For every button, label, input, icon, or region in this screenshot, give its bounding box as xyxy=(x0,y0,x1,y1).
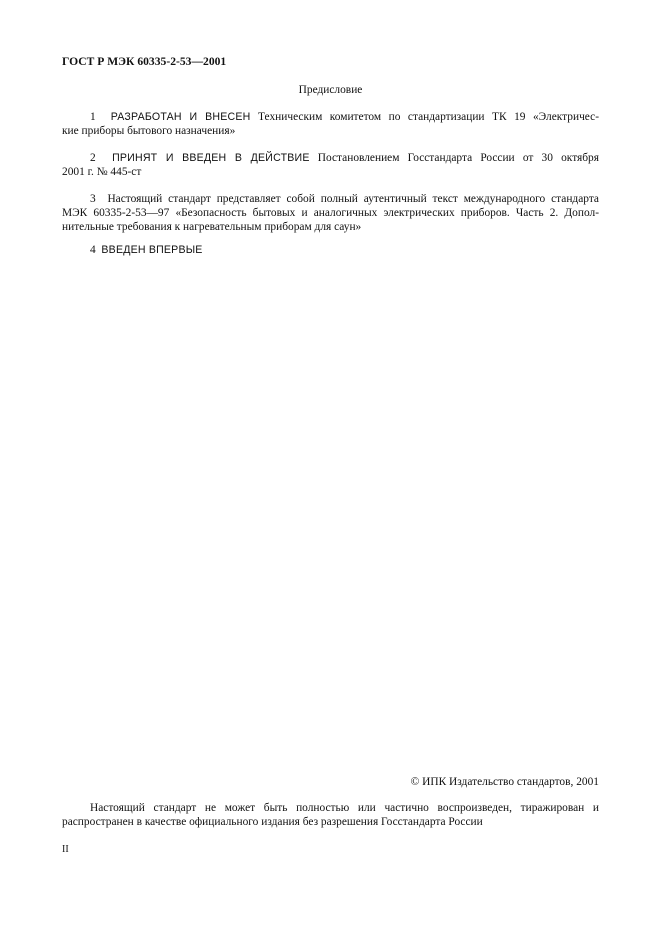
paragraph-3-line-2: МЭК 60335-2-53—97 «Безопасность бытовых и аналогичных электрических приборов. Часть 2. Допол- xyxy=(62,207,599,219)
paragraph-4 xyxy=(90,243,203,257)
paragraph-caps: ВВЕДЕН ВПЕРВЫЕ xyxy=(101,244,203,256)
paragraph-1-line-2: кие приборы бытового назначения» xyxy=(62,125,236,137)
paragraph-3-line-3: нительные требования к нагревательным приборам для саун» xyxy=(62,221,362,233)
paragraph-number: 3 xyxy=(90,193,96,205)
paragraph-caps: РАЗРАБОТАН И ВНЕСЕН xyxy=(110,111,251,123)
paragraph-text: Настоящий стандарт представляет собой полный аутентичный текст международного стандарта xyxy=(107,193,599,205)
paragraph-number: 2 xyxy=(90,152,96,164)
paragraph-number: 4 xyxy=(90,244,96,256)
preface-heading: Предисловие xyxy=(298,84,363,96)
notice-line-2: распространен в качестве официального издания без разрешения Госстандарта России xyxy=(62,816,483,828)
paragraph-2-line-1 xyxy=(90,151,599,165)
paragraph-2-line-2: 2001 г. № 445-ст xyxy=(62,166,142,178)
paragraph-3-line-1 xyxy=(90,192,599,206)
paragraph-text: Постановлением Госстандарта России от 30 октября xyxy=(317,152,599,164)
paragraph-number: 1 xyxy=(90,111,96,123)
paragraph-text: Техническим комитетом по стандартизации ТК 19 «Электричес- xyxy=(258,111,599,123)
document-id: ГОСТ Р МЭК 60335-2-53—2001 xyxy=(62,55,227,68)
paragraph-1-line-1 xyxy=(90,110,599,124)
paragraph-caps: ПРИНЯТ И ВВЕДЕН В ДЕЙСТВИЕ xyxy=(112,152,310,164)
notice-line-1: Настоящий стандарт не может быть полностью или частично воспроизведен, тиражирован и xyxy=(90,802,599,814)
page-number: II xyxy=(62,844,69,855)
copyright: © ИПК Издательство стандартов, 2001 xyxy=(410,776,599,788)
